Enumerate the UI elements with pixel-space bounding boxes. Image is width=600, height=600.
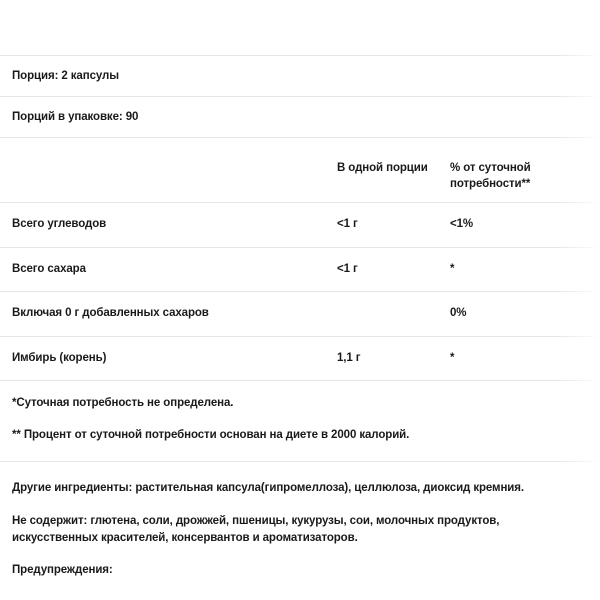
- footnotes-spacer: [0, 443, 600, 461]
- nutrient-name: Включая 0 г добавленных сахаров: [12, 307, 209, 320]
- free-from-text: Не содержит: глютена, соли, дрожжей, пшеницы, кукурузы, сои, молочных продуктов, искусственных красителей, консервантов и ароматизаторов.: [12, 514, 500, 544]
- warnings-label: Предупреждения:: [12, 564, 113, 576]
- servings-per-container-label: Порций в упаковке: 90: [12, 111, 139, 123]
- nutrient-amount: [337, 292, 450, 320]
- footnotes-section: [0, 381, 600, 443]
- nutrient-amount: <1 г: [337, 218, 358, 230]
- other-ingredients-text: Другие ингредиенты: растительная капсула(гипромеллоза), целлюлоза, диоксид кремния.: [12, 482, 524, 495]
- top-spacer: [0, 0, 600, 55]
- footnote-single-star: *Суточная потребность не определена.: [12, 397, 234, 410]
- nutrient-name: Всего углеводов: [12, 218, 107, 230]
- nutrient-daily-value: *: [450, 351, 455, 364]
- nutrient-name: Имбирь (корень): [12, 351, 107, 364]
- table-header-row: [0, 138, 600, 202]
- footnote-double-star: ** Процент от суточной потребности основан на диете в 2000 калорий.: [12, 429, 410, 442]
- nutrient-daily-value: *: [450, 262, 455, 275]
- servings-per-container-row: [0, 97, 600, 137]
- nutrient-daily-value: <1%: [450, 218, 474, 230]
- nutrient-name: Всего сахара: [12, 262, 86, 275]
- table-row: [0, 337, 600, 381]
- nutrient-amount: <1 г: [337, 262, 358, 275]
- column-header-percent-daily-value: % от суточной потребности**: [450, 162, 531, 191]
- nutrient-amount: 1,1 г: [337, 351, 361, 364]
- table-row: [0, 203, 600, 247]
- table-row: [0, 292, 600, 336]
- nutrient-daily-value: 0%: [450, 307, 467, 320]
- column-header-amount-per-serving: В одной порции: [337, 162, 428, 174]
- table-row: [0, 248, 600, 292]
- serving-size-row: [0, 56, 600, 96]
- serving-size-label: Порция: 2 капсулы: [12, 70, 119, 82]
- bottom-info-section: [0, 462, 600, 579]
